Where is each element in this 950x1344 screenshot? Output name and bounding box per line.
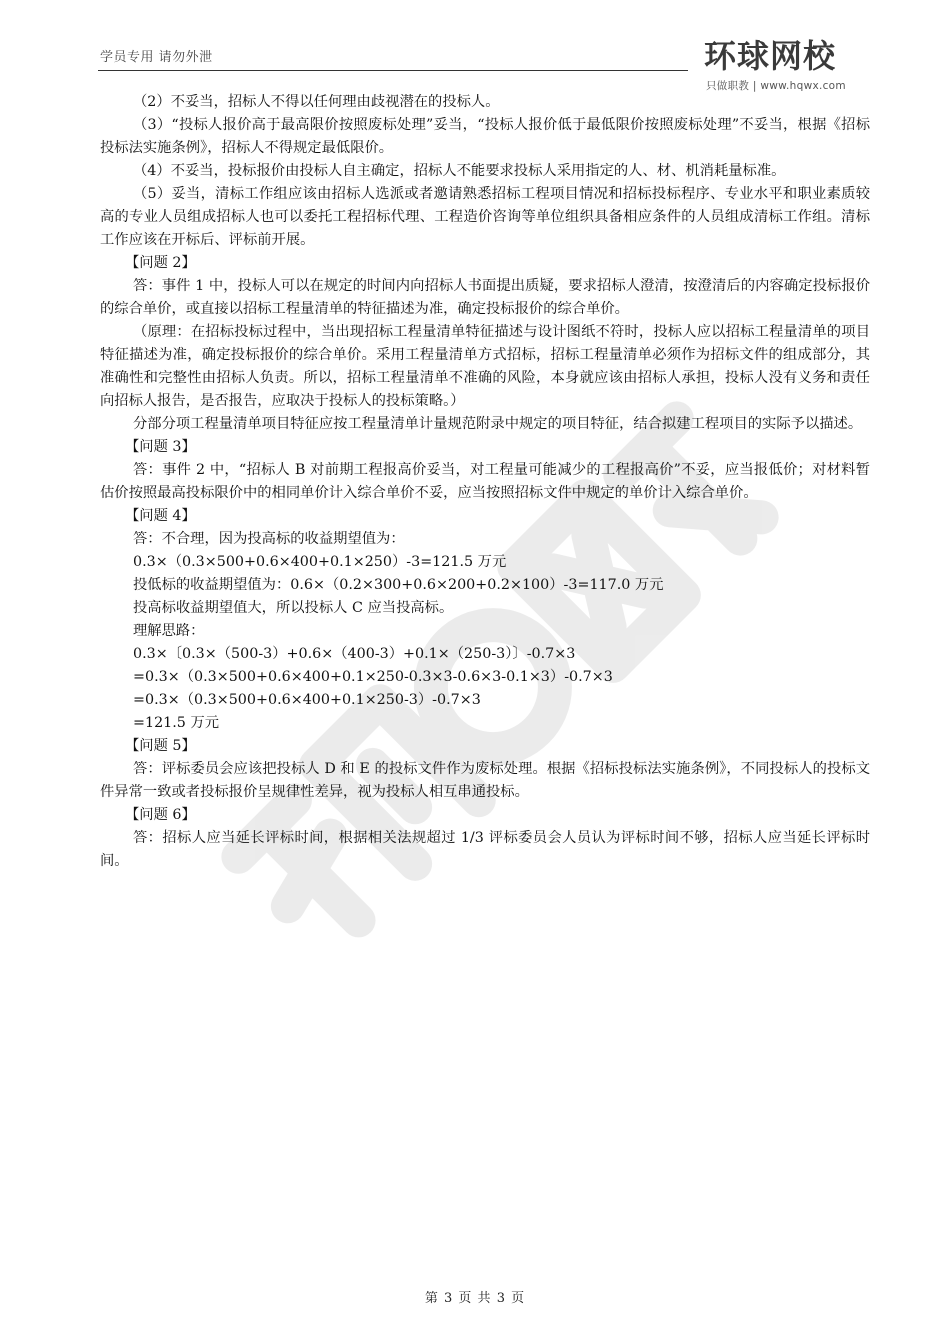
header-confidential-note: 学员专用 请勿外泄 [100,50,213,65]
paragraph: （4）不妥当，投标报价由投标人自主确定，招标人不能要求投标人采用指定的人、材、机消耗量标准。 [133,163,786,179]
page-number: 第 3 页 共 3 页 [424,1291,526,1306]
paragraph: 答：事件 2 中，“招标人 B 对前期工程报高价妥当，对工程量可能减少的工程报高价”不妥，应当报低价；对材料暂估价按照最高投标限价中的相同单价计入综合单价不妥，应当按照招标文件中规定的单价计入综合单价。 [100,462,870,501]
paragraph: 答：招标人应当延长评标时间，根据相关法规超过 1/3 评标委员会人员认为评标时间不够，招标人应当延长评标时间。 [100,830,870,869]
paragraph: （2）不妥当，招标人不得以任何理由歧视潜在的投标人。 [133,94,500,110]
question-heading: 【问题 2】 [125,255,196,271]
paragraph: 答：不合理，因为投高标的收益期望值为： [133,531,405,547]
calculation-line: =0.3×（0.3×500+0.6×400+0.1×250-0.3×3-0.6×3-0.1×3）-0.7×3 [133,669,613,685]
header-divider [98,70,688,71]
question-heading: 【问题 4】 [125,508,196,524]
logo-tagline: 只做职教 | www.hqwx.com [706,80,846,92]
paragraph: 分部分项工程量清单项目特征应按工程量清单计量规范附录中规定的项目特征，结合拟建工程项目的实际予以描述。 [133,416,863,432]
calculation-line: 0.3×（0.3×500+0.6×400+0.1×250）-3=121.5 万元 [133,554,507,570]
calculation-line: 理解思路： [133,623,205,639]
paragraph: （原理：在招标投标过程中，当出现招标工程量清单特征描述与设计图纸不符时，投标人应以招标工程量清单的项目特征描述为准，确定投标报价的综合单价。采用工程量清单方式招标，招标工程量清单必须作为招标文件的组成部分，其准确性和完整性由招标人负责。所以，招标工程量清单不准确的风险，本身就应该由招标人承担，投标人没有义务和责任向招标人报告，是否报告，应取决于投标人的投标策略。） [100,324,870,409]
question-heading: 【问题 5】 [125,738,196,754]
calculation-line: 投低标的收益期望值为：0.6×（0.2×300+0.6×200+0.2×100）-3=117.0 万元 [133,577,664,593]
calculation-line: =0.3×（0.3×500+0.6×400+0.1×250-3）-0.7×3 [133,692,481,708]
question-heading: 【问题 3】 [125,439,196,455]
paragraph: 答：评标委员会应该把投标人 D 和 E 的投标文件作为废标处理。根据《招标投标法实施条例》，不同投标人的投标文件异常一致或者投标报价呈规律性差异，视为投标人相互串通投标。 [100,761,870,800]
paragraph: 答：事件 1 中，投标人可以在规定的时间内向招标人书面提出质疑，要求招标人澄清，按澄清后的内容确定投标报价的综合单价，或直接以招标工程量清单的特征描述为准，确定投标报价的综合单价。 [100,278,870,317]
paragraph: （3）“投标人报价高于最高限价按照废标处理”妥当，“投标人报价低于最低限价按照废标处理”不妥当，根据《招标投标法实施条例》，招标人不得规定最低限价。 [100,117,870,156]
document-body [100,91,870,873]
paragraph: （5）妥当，清标工作组应该由招标人选派或者邀请熟悉招标工程项目情况和招标投标程序、专业水平和职业素质较高的专业人员组成招标人也可以委托工程招标代理、工程造价咨询等单位组织具备相应条件的人员组成清标工作组。清标工作应该在开标后、评标前开展。 [100,186,870,248]
question-heading: 【问题 6】 [125,807,196,823]
calculation-line: 投高标收益期望值大，所以投标人 C 应当投高标。 [133,600,454,616]
logo-wordmark: 环球网校 [704,37,837,75]
brand-logo [704,38,872,96]
calculation-line: 0.3×〔0.3×（500-3）+0.6×（400-3）+0.1×（250-3）〕-0.7×3 [133,646,576,662]
calculation-line: =121.5 万元 [133,715,220,731]
